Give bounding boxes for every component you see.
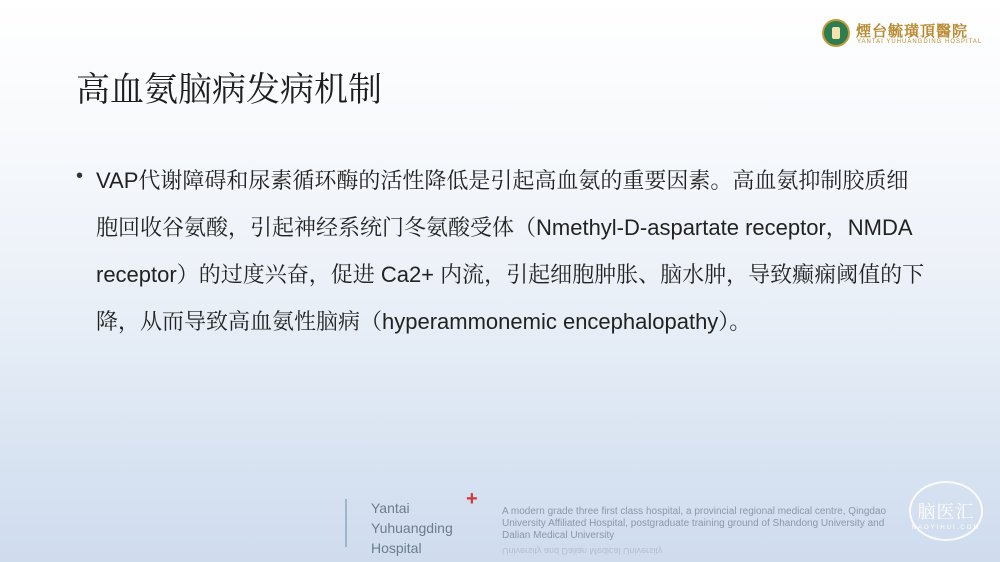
- footer-name-line: Hospital: [371, 540, 422, 556]
- footer-hospital-name: [371, 498, 453, 558]
- footer-reflection: University and Dalian Medical University: [502, 546, 663, 556]
- footer-description: A modern grade three first class hospital, a provincial regional medical centre, Qingdao University Affiliated Hospital, postgraduate training ground of Shandong University and Dalian Medical University: [502, 506, 887, 541]
- red-cross-icon: +: [466, 488, 478, 510]
- watermark-text: 脑医汇: [917, 502, 975, 522]
- watermark-subtext: NAOYIHUI.COM: [911, 525, 981, 531]
- hospital-logo: [822, 19, 983, 49]
- hospital-emblem-icon: [822, 19, 850, 47]
- logo-name: 煙台毓璜頂醫院: [856, 22, 969, 40]
- footer-name-line: Yantai: [371, 500, 410, 516]
- bullet-dot-icon: •: [76, 165, 84, 187]
- slide-title: 高血氨脑病发病机制: [76, 71, 382, 109]
- logo-subtitle: YANTAI YUHUANGDING HOSPITAL: [857, 39, 983, 45]
- bullet-paragraph: VAP代谢障碍和尿素循环酶的活性降低是引起高血氨的重要因素。高血氨抑制胶质细胞回收谷氨酸，引起神经系统门冬氨酸受体（Nmethyl-D-aspartate receptor，NMDA receptor）的过度兴奋，促进 Ca2+ 内流，引起细胞肿胀、脑水肿，导致癫痫阈值的下降，从而导致高血氨性脑病（hyperammonemic encephalopathy）。: [96, 168, 925, 334]
- footer-name-line: Yuhuangding: [371, 520, 453, 536]
- naoyihui-watermark: [909, 481, 983, 541]
- footer-divider: [345, 499, 347, 547]
- bullet-list: [76, 157, 926, 345]
